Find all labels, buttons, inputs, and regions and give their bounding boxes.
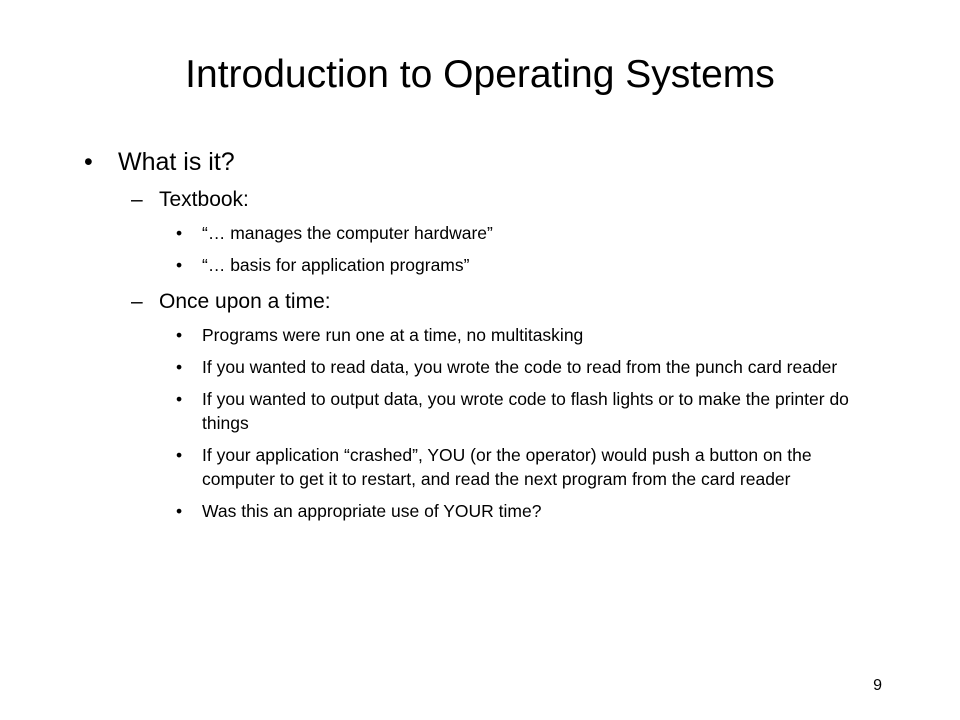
bullet-glyph: •	[176, 501, 183, 521]
bullet-glyph: •	[176, 389, 183, 409]
dash-glyph: –	[131, 290, 143, 313]
list-item-text: If you wanted to output data, you wrote code to flash lights or to make the printer do things	[202, 389, 849, 433]
list-item	[80, 387, 880, 435]
bullet-glyph: •	[176, 357, 183, 377]
list-item	[80, 221, 880, 245]
bullet-glyph: •	[84, 148, 93, 176]
bullet-what-is-it	[80, 143, 880, 181]
bullet-text: What is it?	[118, 148, 235, 176]
bullet-glyph: •	[176, 325, 183, 345]
list-item	[80, 253, 880, 277]
bullet-glyph: •	[176, 223, 183, 243]
list-item-text: If you wanted to read data, you wrote the code to read from the punch card reader	[202, 357, 838, 377]
subheading-once-upon-a-time	[80, 285, 880, 319]
list-item-text: “… manages the computer hardware”	[202, 223, 493, 243]
subheading-textbook	[80, 183, 880, 217]
bullet-glyph: •	[176, 255, 183, 275]
page-number: 9	[873, 677, 882, 694]
slide-body	[80, 143, 880, 531]
once-list	[80, 323, 880, 523]
list-item-text: “… basis for application programs”	[202, 255, 470, 275]
list-item-text: Was this an appropriate use of YOUR time?	[202, 501, 542, 521]
dash-glyph: –	[131, 188, 143, 211]
list-item	[80, 323, 880, 347]
bullet-glyph: •	[176, 445, 183, 465]
list-item	[80, 443, 880, 491]
textbook-list	[80, 221, 880, 277]
subheading-text: Textbook:	[159, 188, 249, 211]
list-item	[80, 499, 880, 523]
list-item	[80, 355, 880, 379]
list-item-text: If your application “crashed”, YOU (or the operator) would push a button on the computer to get it to restart, and read the next program from the card reader	[202, 445, 812, 489]
list-item-text: Programs were run one at a time, no multitasking	[202, 325, 584, 345]
subheading-text: Once upon a time:	[159, 290, 331, 313]
slide-title: Introduction to Operating Systems	[185, 53, 775, 96]
